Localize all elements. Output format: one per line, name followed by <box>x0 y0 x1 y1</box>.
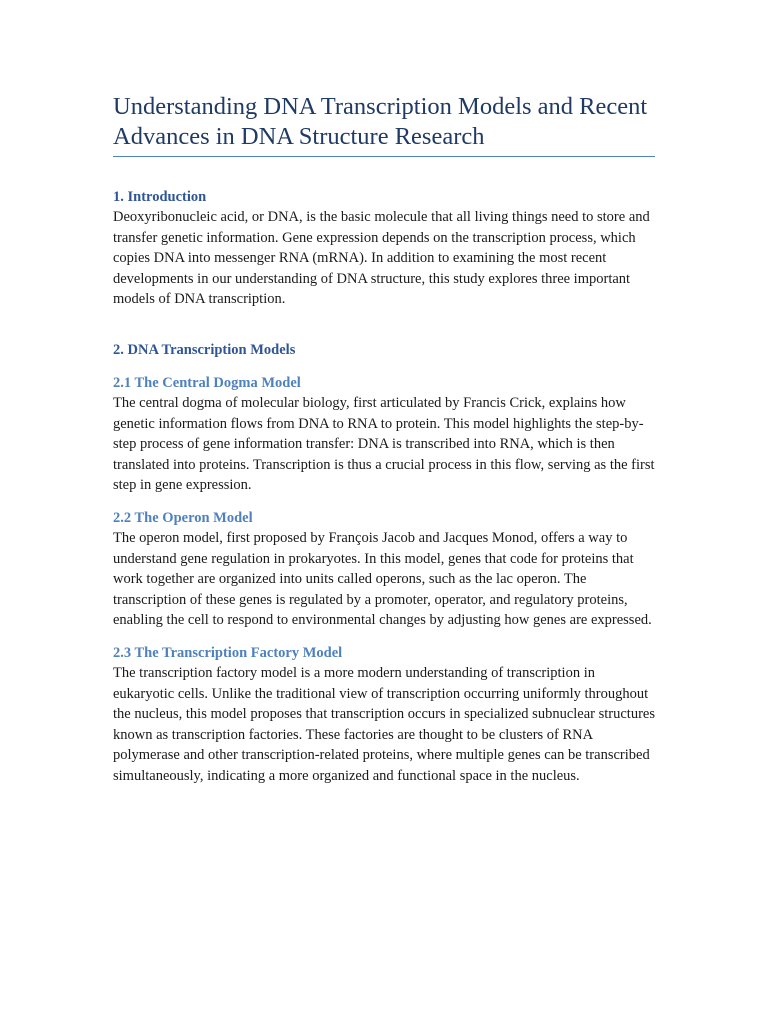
heading-transcription-factory: 2.3 The Transcription Factory Model <box>113 644 343 661</box>
spacer <box>113 631 655 643</box>
subsection-operon <box>113 508 655 631</box>
heading-central-dogma: 2.1 The Central Dogma Model <box>113 374 301 391</box>
spacer <box>113 157 655 187</box>
heading-introduction: 1. Introduction <box>113 189 207 205</box>
document-title: Understanding DNA Transcription Models and Recent Advances in DNA Structure Research <box>113 92 655 157</box>
subsection-transcription-factory <box>113 643 655 787</box>
heading-operon: 2.2 The Operon Model <box>113 509 253 526</box>
spacer <box>113 496 655 508</box>
paragraph-introduction: Deoxyribonucleic acid, or DNA, is the basic molecule that all living things need to store and transfer genetic information. Gene expression depends on the transcription process, which copies DNA into messenger RNA (mRNA). In addition to examining the most recent developments in our understanding of DNA structure, this study explores three important models of DNA transcription. <box>113 209 650 308</box>
spacer <box>113 360 655 373</box>
subsection-central-dogma <box>113 373 655 496</box>
section-introduction <box>113 187 655 310</box>
document-page <box>113 92 655 786</box>
section-transcription-models <box>113 340 655 787</box>
paragraph-operon: The operon model, first proposed by François Jacob and Jacques Monod, offers a way to understand gene regulation in prokaryotes. In this model, genes that code for proteins that work together are organized into units called operons, such as the lac operon. The transcription of these genes is regulated by a promoter, operator, and regulatory proteins, enabling the cell to respond to environmental changes by adjusting how genes are expressed. <box>113 529 652 629</box>
paragraph-central-dogma: The central dogma of molecular biology, first articulated by Francis Crick, explains how genetic information flows from DNA to RNA to protein. This model highlights the step-by-step process of gene information transfer: DNA is transcribed into RNA, which is then translated into proteins. Transcription is thus a crucial process in this flow, serving as the first step in gene expression. <box>113 394 655 494</box>
paragraph-transcription-factory: The transcription factory model is a more modern understanding of transcription in eukaryotic cells. Unlike the traditional view of transcription occurring uniformly throughout the nucleus, this model proposes that transcription occurs in specialized subnuclear structures known as transcription factories. These factories are thought to be clusters of RNA polymerase and other transcription-related proteins, where multiple genes can be transcribed simultaneously, indicating a more organized and functional space in the nucleus. <box>113 664 655 784</box>
heading-transcription-models: 2. DNA Transcription Models <box>113 341 296 358</box>
spacer <box>113 310 655 340</box>
